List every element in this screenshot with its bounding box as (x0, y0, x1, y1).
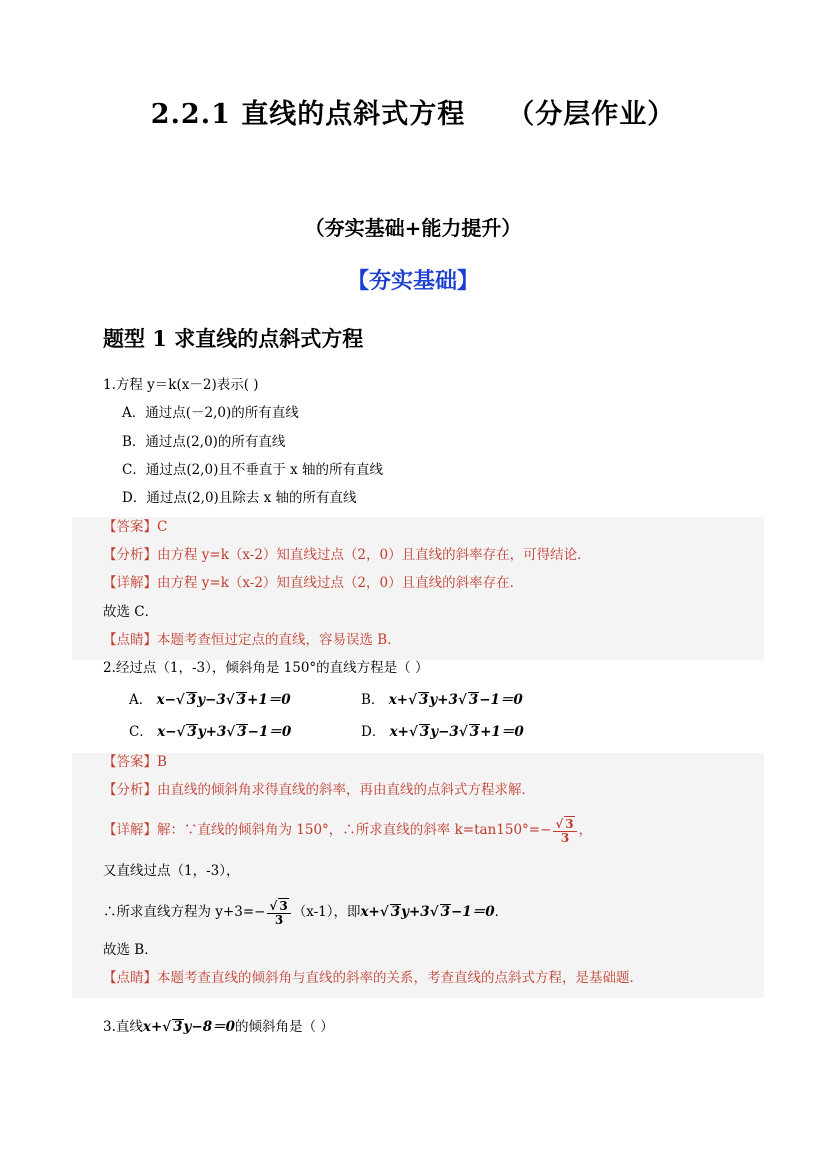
option-equation: x−√ 3y−3√ 3+1＝0 (156, 692, 291, 708)
fraction: $\frac{√ 3}{3}$ (553, 816, 576, 845)
answer-tag: 【答案】 (103, 519, 157, 535)
q2-option-b (361, 691, 523, 709)
q1-option-d: D．通过点(2,0)且除去 x 轴的所有直线 (122, 490, 357, 506)
fraction: $\frac{√ 3}{3}$ (267, 898, 290, 927)
q2-analysis (103, 781, 535, 799)
comment-text: 本题考查恒过定点的直线，容易误选 B． (157, 632, 401, 648)
analysis-text: 由方程 y=k（x-2）知直线过点（2，0）且直线的斜率存在，可得结论． (157, 547, 591, 563)
q2-option-d (361, 723, 524, 741)
option-letter: A． (129, 692, 153, 708)
answer-tag: 【答案】 (103, 754, 157, 770)
topic-heading: 题型 1 求直线的点斜式方程 (103, 326, 364, 351)
comment-tag: 【点睛】 (103, 970, 157, 986)
q3-equation: x+√ 3y−8＝0 (142, 1019, 235, 1035)
answer-value: C (157, 519, 168, 535)
q1-choice: 故选 C． (103, 604, 159, 620)
q1-comment (103, 631, 401, 649)
q2-answer (103, 753, 167, 771)
q2-line2: 又直线过点（1，-3）， (103, 863, 240, 879)
comment-text: 本题考查直线的倾斜角与直线的斜率的关系，考查直线的点斜式方程，是基础题． (157, 970, 643, 986)
option-letter: B． (361, 692, 385, 708)
analysis-tag: 【分析】 (103, 782, 157, 798)
detail-tag: 【详解】 (103, 575, 157, 591)
q2-option-a (129, 691, 291, 709)
page-title (0, 92, 826, 131)
q1-option-c: C．通过点(2,0)且不垂直于 x 轴的所有直线 (122, 462, 384, 478)
result-equation: x+√ 3y+3√ 3−1＝0 (360, 904, 495, 920)
title-main: 2.2.1 直线的点斜式方程 (150, 99, 466, 130)
q2-detail: 【详解】解：∵直线的倾斜角为 150°，∴所求直线的斜率 k=tan150°=− $\frac{√ 3}{3}$ ， (103, 817, 593, 845)
q2-line3: ∴所求直线方程为 y+3=− $\frac{√ 3}{3}$ （x-1），即x+√ 3y+3√ 3−1＝0． (103, 899, 509, 927)
option-letter: D． (361, 724, 386, 740)
section-heading: 【夯实基础】 (346, 268, 479, 294)
q1-answer (103, 518, 167, 536)
q2-option-c (129, 723, 291, 741)
analysis-tag: 【分析】 (103, 547, 157, 563)
analysis-text: 由直线的倾斜角求得直线的斜率，再由直线的点斜式方程求解． (157, 782, 535, 798)
option-equation: x−√ 3y+3√ 3−1＝0 (157, 724, 292, 740)
detail-text: 由方程 y=k（x-2）知直线过点（2，0）且直线的斜率存在． (157, 575, 524, 591)
option-equation: x+√ 3y+3√ 3−1＝0 (388, 692, 523, 708)
q2-stem: 2.经过点（1，-3），倾斜角是 150°的直线方程是（ ） (103, 660, 429, 676)
q2-comment (103, 969, 643, 987)
title-tag: （分层作业） (507, 99, 676, 130)
comment-tag: 【点睛】 (103, 632, 157, 648)
option-equation: x+√ 3y−3√ 3+1＝0 (389, 724, 524, 740)
page-subtitle: （夯实基础+能力提升） (304, 216, 522, 240)
q2-choice: 故选 B． (103, 942, 158, 958)
q1-option-b: B．通过点(2,0)的所有直线 (122, 434, 286, 450)
option-letter: C． (129, 724, 153, 740)
answer-value: B (157, 754, 167, 770)
detail-text: 解：∵直线的倾斜角为 150°，∴所求直线的斜率 k=tan150°=− (157, 822, 552, 838)
q1-detail (103, 574, 523, 592)
q1-option-a: A．通过点(－2,0)的所有直线 (122, 405, 299, 421)
q1-analysis (103, 546, 591, 564)
detail-tag: 【详解】 (103, 822, 157, 838)
q3-stem: 3.直线x+√ 3y−8＝0的倾斜角是（ ） (103, 1019, 334, 1035)
q1-stem: 1.方程 y＝k(x－2)表示( ) (103, 377, 259, 393)
